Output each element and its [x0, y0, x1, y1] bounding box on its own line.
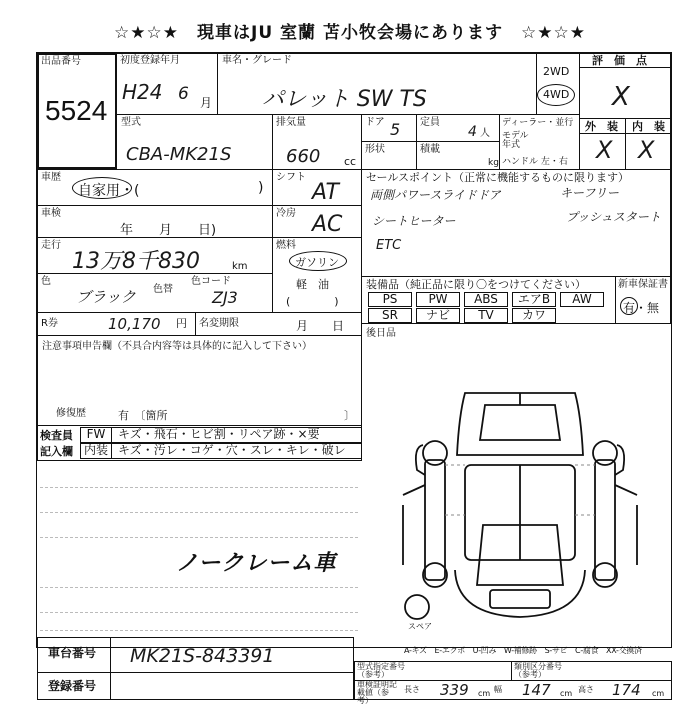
handle-label: ハンドル 左・右	[502, 157, 568, 167]
name-label: 車名・グレード	[222, 55, 292, 66]
model-value: CBA-MK21S	[126, 144, 232, 165]
eval-divider	[579, 67, 671, 68]
hgt-cm: cm	[652, 689, 665, 698]
mileage-label: 走行	[41, 240, 61, 251]
checker-fw: FW	[80, 427, 112, 443]
warranty-label: 新車保証書	[618, 279, 668, 290]
sales-label: セールスポイント（正常に機能するものに限ります）	[366, 171, 630, 184]
yen-unit: 円	[176, 317, 187, 330]
ext-value: X	[596, 136, 613, 164]
deadline-text: 月 日	[296, 319, 345, 333]
lot-number: 5524	[45, 95, 108, 126]
cc-unit: cc	[344, 155, 357, 168]
model-year-label: モデル年式	[502, 131, 529, 150]
eval-label: 評 価 点	[592, 54, 647, 67]
rear-seat-label: 後日品	[366, 328, 396, 339]
wid-label: 幅	[494, 685, 502, 694]
hgt-label: 高さ	[578, 685, 594, 694]
notes-label: 注意事項申告欄（不具合内容等は具体的に記入して下さい）	[42, 341, 312, 352]
history-value: 自家用・(	[78, 183, 140, 199]
door-value: 5	[390, 120, 401, 139]
len-cm: cm	[478, 689, 491, 698]
equip-ps: PS	[368, 292, 412, 307]
shift-value: AT	[312, 180, 339, 205]
cap-value: 4	[468, 124, 477, 140]
equipment-label: 装備品（純正品に限り〇をつけてください）	[366, 278, 586, 291]
shift-label: シフト	[276, 172, 306, 183]
cert-label: 車検証明記載値（参考）	[357, 680, 397, 705]
first-reg-month: 6	[178, 84, 189, 104]
checker-in-text: キズ・汚レ・コゲ・穴・スレ・キレ・破レ	[111, 443, 362, 459]
repair-close: 〕	[344, 409, 355, 422]
name-value: パレット SW TS	[262, 87, 427, 112]
chassis-label: 車台番号	[48, 646, 97, 660]
color-code-value: ZJ3	[212, 288, 238, 307]
car-damage-diagram	[395, 385, 655, 630]
len-label: 長さ	[404, 685, 420, 694]
equip-sr: SR	[368, 308, 412, 323]
first-reg-value: H24	[122, 80, 163, 104]
int-label: 内 装	[632, 120, 665, 133]
spare-label: スペア	[408, 622, 432, 631]
drive-4wd: 4WD	[543, 88, 570, 101]
cc-label: 排気量	[276, 117, 306, 128]
first-reg-label: 初度登録年月	[120, 55, 180, 66]
class-num-label: 類別区分番号（参考）	[514, 662, 562, 679]
door-label: ドア	[365, 117, 385, 128]
equip-airbag: エアB	[512, 292, 556, 307]
repair-label: 修復歴	[56, 408, 86, 419]
car-outline	[403, 393, 637, 619]
fuel-paren: ( )	[286, 295, 339, 308]
cap-label: 定員	[420, 117, 440, 128]
inspection-label: 車検	[41, 208, 61, 219]
sales-point-3: シートヒーター	[372, 214, 456, 228]
recycle-value: 10,170	[108, 315, 161, 333]
no-claim-stamp: ノークレーム車	[176, 551, 337, 576]
cap-unit: 人	[480, 128, 490, 139]
equip-abs: ABS	[464, 292, 508, 307]
lot-label: 出品番号	[41, 56, 81, 67]
deadline-label: 名変期限	[199, 318, 239, 329]
int-value: X	[638, 136, 655, 164]
wid-cm: cm	[560, 689, 573, 698]
sales-point-5: ETC	[376, 238, 402, 253]
equip-leather: カワ	[512, 308, 556, 323]
sales-point-2: キーフリー	[560, 186, 619, 200]
inspection-text: 年 月 日)	[120, 223, 217, 238]
reg-label: 登録番号	[48, 679, 97, 693]
eval-value: X	[612, 82, 630, 112]
color-value: ブラック	[76, 288, 136, 306]
equip-aw: AW	[560, 292, 604, 307]
header-title: ☆★☆★ 現車はJU 室蘭 苫小牧会場にあります ☆★☆★	[114, 23, 586, 43]
checker-label-1: 検査員	[40, 429, 73, 442]
color-code-label: 色コード	[191, 276, 231, 287]
fuel-label: 燃料	[276, 240, 296, 251]
checker-fw-text: キズ・飛石・ヒビ割・リペア跡・×要	[111, 427, 362, 443]
len-value: 339	[440, 681, 469, 699]
shape-label: 形状	[365, 144, 385, 155]
ac-label: 冷房	[276, 208, 296, 219]
kg-unit: kg	[488, 158, 499, 168]
fuel-gas: ガソリン	[295, 256, 339, 269]
equip-pw: PW	[416, 292, 460, 307]
km-unit: km	[232, 261, 248, 272]
history-label: 車歴	[41, 172, 61, 183]
sales-point-1: 両側パワースライドドア	[370, 188, 501, 202]
checker-label-2: 記入欄	[40, 445, 73, 458]
drive-2wd: 2WD	[543, 65, 570, 78]
ac-value: AC	[312, 212, 343, 237]
recycle-label: R券	[41, 318, 58, 329]
ext-label: 外 装	[585, 120, 618, 133]
hgt-value: 174	[612, 681, 641, 699]
ext-int-divider	[625, 118, 626, 170]
repair-text: 有 〔箇所	[118, 409, 168, 422]
chassis-value: MK21S-843391	[130, 645, 275, 667]
lot-box	[37, 53, 117, 169]
color-label: 色	[41, 276, 51, 287]
checker-in: 内装	[80, 443, 112, 459]
month-unit: 月	[200, 96, 213, 110]
equip-tv: TV	[464, 308, 508, 323]
dealer-label: ディーラー・並行	[502, 118, 574, 128]
damage-legend: A-キズ E-エクボ U-凹み W-補修跡 S-サビ C-腐食 XX-交換済	[404, 646, 642, 655]
color-change-label: 色替	[153, 284, 173, 295]
model-label: 型式	[121, 117, 141, 128]
sales-point-4: プッシュスタート	[566, 210, 661, 224]
warranty-value: 有・無	[623, 301, 660, 315]
mileage-value: 13万8千830	[72, 249, 200, 274]
type-num-label: 型式指定番号（参考）	[357, 662, 405, 679]
load-label: 積載	[420, 144, 440, 155]
ext-int-hdivider	[579, 133, 671, 134]
history-close: )	[258, 180, 264, 196]
wid-value: 147	[522, 681, 551, 699]
cc-value: 660	[286, 146, 321, 167]
equip-navi: ナビ	[416, 308, 460, 323]
fuel-kei: 軽 油	[296, 278, 329, 291]
